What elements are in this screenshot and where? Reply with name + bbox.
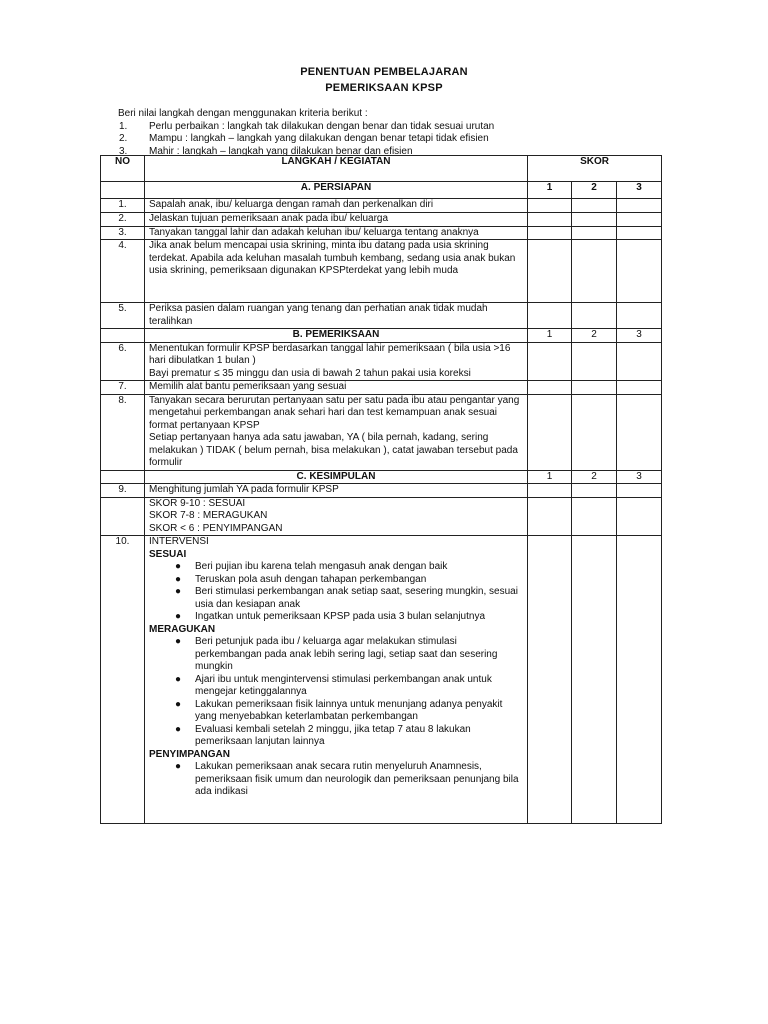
criteria-item: 3. Mahir : langkah – langkah yang dilakukan benar dan efisien — [119, 145, 413, 157]
list-item: ● Lakukan pemeriksaan anak secara rutin menyeluruh Anamnesis, pemeriksaan fisik umum dan neurologik dan pemeriksaan penunjang bila ada indikasi — [175, 761, 519, 797]
score-cell[interactable] — [617, 226, 662, 240]
penyimpangan-list — [149, 761, 523, 799]
score-cell[interactable] — [572, 381, 617, 395]
instructions-text: Beri nilai langkah dengan menggunakan kriteria berikut : — [118, 108, 368, 119]
list-item: ● Beri stimulasi perkembangan anak setiap saat, sesering mungkin, sesuai usia dan kesiapan anak — [175, 586, 518, 610]
header-score: SKOR — [528, 156, 662, 182]
score-cell[interactable] — [572, 536, 617, 824]
list-item: ● Beri pujian ibu karena telah mengasuh anak dengan baik — [175, 561, 448, 572]
score-cell[interactable] — [528, 226, 572, 240]
sesuai-list — [149, 561, 523, 624]
table-row: 2. Jelaskan tujuan pemeriksaan anak pada ibu/ keluarga — [101, 213, 662, 227]
criteria-item: 2. Mampu : langkah – langkah yang dilakukan dengan benar tetapi tidak efisien — [119, 133, 489, 144]
score-cell[interactable] — [528, 240, 572, 303]
score-cell[interactable] — [617, 199, 662, 213]
score-cell[interactable] — [572, 394, 617, 470]
bullet-icon: ● — [175, 723, 182, 735]
bullet-icon: ● — [175, 611, 182, 622]
score-cell[interactable] — [617, 484, 662, 498]
score-cell[interactable] — [528, 199, 572, 213]
section-row: C. KESIMPULAN 1 2 3 — [101, 470, 662, 484]
score-cell[interactable] — [572, 226, 617, 240]
table-header — [101, 156, 662, 182]
table-row: 10. INTERVENSI SESUAI ● Beri pujian ibu karena telah mengasuh anak dengan baik ● Teruskan pola asuh dengan tahapan perkembangan ● Beri stimulasi perkembangan anak setiap saat, sesering mungkin, sesuai usia dan kesiapan anak ● Ingatkan untuk pemeriksaan KPSP pada usia 3 bulan selanjutnya MERAGUKAN ● Beri petunjuk pada ibu / keluarga agar melakukan stimulasi perkembangan pada anak lebih sering lagi, setiap saat dan sesering mungkin ● Ajari ibu untuk mengintervensi stimulasi perkembangan anak untuk mengejar ketinggalannya ● Lakukan pemeriksaan fisik lainnya untuk menunjang adanya penyakit yang menyebabkan keterlambatan perkembangan ● Evaluasi kembali setelah 2 minggu, jika tetap 7 atau 8 lakukan pemeriksaan lanjutan lainnya PENYIMPANGAN ● Lakukan pemeriksaan anak secara rutin menyeluruh Anamnesis, pemeriksaan fisik umum dan neurologik dan pemeriksaan penunjang bila ada indikasi — [101, 536, 662, 824]
section-label: A. PERSIAPAN — [145, 182, 528, 199]
score-cell[interactable] — [528, 342, 572, 381]
bullet-icon: ● — [175, 573, 182, 585]
score-cell[interactable] — [617, 381, 662, 395]
score-cell[interactable] — [572, 497, 617, 536]
score-cell[interactable] — [617, 342, 662, 381]
table-row: 9. Menghitung jumlah YA pada formulir KPSP — [101, 484, 662, 498]
instructions — [118, 108, 494, 158]
table-row: 7. Memilih alat bantu pemeriksaan yang sesuai — [101, 381, 662, 395]
score-cell[interactable] — [528, 536, 572, 824]
score-cell[interactable] — [617, 536, 662, 824]
table-row: 8. Tanyakan secara berurutan pertanyaan satu per satu pada ibu atau pengantar yang mengetahui perkembangan anak sehari hari dan test kemampuan anak sesuai format pertanyaan KPSP Setiap pertanyaan hanya ada satu jawaban, YA ( bila pernah, kadang, sering melakukan ) TIDAK ( belum pernah, bisa melakukan ), catat jawaban tersebut pada formulir — [101, 394, 662, 470]
score-cell[interactable] — [617, 497, 662, 536]
list-item: ● Ingatkan untuk pemeriksaan KPSP pada usia 3 bulan selanjutnya — [175, 611, 486, 622]
bullet-icon: ● — [175, 761, 182, 772]
score-cell[interactable] — [528, 303, 572, 329]
meragukan-list — [149, 636, 523, 749]
score-cell[interactable] — [617, 394, 662, 470]
score-cell[interactable] — [572, 199, 617, 213]
list-item: ● Lakukan pemeriksaan fisik lainnya untuk menunjang adanya penyakit yang menyebabkan keterlambatan perkembangan — [175, 698, 503, 722]
table-row: 4. Jika anak belum mencapai usia skrining, minta ibu datang pada usia skrining terdekat. Apabila ada keluhan masalah tumbuh kembang, sedang usia anak bukan usia skrining, pemeriksaan digunakan KPSPterdekat yang lebih muda — [101, 240, 662, 303]
score-cell[interactable] — [617, 213, 662, 227]
table-row — [101, 497, 662, 536]
section-label: B. PEMERIKSAAN — [145, 329, 528, 343]
table-row: 1. Sapalah anak, ibu/ keluarga dengan ramah dan perkenalkan diri — [101, 199, 662, 213]
score-cell[interactable] — [528, 381, 572, 395]
list-item: ● Evaluasi kembali setelah 2 minggu, jika tetap 7 atau 8 lakukan pemeriksaan lanjutan lainnya — [175, 723, 471, 747]
section-row: B. PEMERIKSAAN 1 2 3 — [101, 329, 662, 343]
criteria-item: 1. Perlu perbaikan : langkah tak dilakukan dengan benar dan tidak sesuai urutan — [119, 120, 495, 132]
score-cell[interactable] — [572, 484, 617, 498]
header-no: NO — [101, 156, 145, 182]
score-cell[interactable] — [572, 342, 617, 381]
document-subtitle: PEMERIKSAAN KPSP — [325, 82, 443, 94]
bullet-icon: ● — [175, 636, 182, 647]
bullet-icon: ● — [175, 673, 182, 685]
score-cell[interactable] — [572, 303, 617, 329]
bullet-icon: ● — [175, 586, 182, 597]
score-cell[interactable] — [617, 240, 662, 303]
table-row: 5. Periksa pasien dalam ruangan yang tenang dan perhatian anak tidak mudah teralihkan — [101, 303, 662, 329]
bullet-icon: ● — [175, 561, 182, 572]
section-label: C. KESIMPULAN — [145, 470, 528, 484]
section-row: A. PERSIAPAN 1 2 3 — [101, 182, 662, 199]
score-legend: SKOR 9-10 : SESUAI SKOR 7-8 : MERAGUKAN SKOR < 6 : PENYIMPANGAN — [145, 497, 528, 536]
score-cell[interactable] — [528, 394, 572, 470]
kpsp-table — [100, 155, 662, 824]
bullet-icon: ● — [175, 698, 182, 710]
criteria-list — [118, 121, 494, 159]
score-cell[interactable] — [528, 484, 572, 498]
intervention-cell: INTERVENSI SESUAI ● Beri pujian ibu karena telah mengasuh anak dengan baik ● Teruskan pola asuh dengan tahapan perkembangan ● Beri stimulasi perkembangan anak setiap saat, sesering mungkin, sesuai usia dan kesiapan anak ● Ingatkan untuk pemeriksaan KPSP pada usia 3 bulan selanjutnya MERAGUKAN ● Beri petunjuk pada ibu / keluarga agar melakukan stimulasi perkembangan pada anak lebih sering lagi, setiap saat dan sesering mungkin ● Ajari ibu untuk mengintervensi stimulasi perkembangan anak untuk mengejar ketinggalannya ● Lakukan pemeriksaan fisik lainnya untuk menunjang adanya penyakit yang menyebabkan keterlambatan perkembangan ● Evaluasi kembali setelah 2 minggu, jika tetap 7 atau 8 lakukan pemeriksaan lanjutan lainnya PENYIMPANGAN ● Lakukan pemeriksaan anak secara rutin menyeluruh Anamnesis, pemeriksaan fisik umum dan neurologik dan pemeriksaan penunjang bila ada indikasi — [145, 536, 528, 824]
score-cell[interactable] — [617, 303, 662, 329]
score-cell[interactable] — [572, 240, 617, 303]
document-title: PENENTUAN PEMBELAJARAN — [300, 66, 468, 78]
score-cell[interactable] — [528, 497, 572, 536]
score-cell[interactable] — [528, 213, 572, 227]
table-row: 3. Tanyakan tanggal lahir dan adakah keluhan ibu/ keluarga tentang anaknya — [101, 226, 662, 240]
header-step: LANGKAH / KEGIATAN — [145, 156, 528, 182]
list-item: ● Beri petunjuk pada ibu / keluarga agar melakukan stimulasi perkembangan pada anak lebih sering lagi, setiap saat dan sesering mungkin — [175, 636, 498, 672]
list-item: ● Teruskan pola asuh dengan tahapan perkembangan — [175, 573, 427, 585]
table-row: 6. Menentukan formulir KPSP berdasarkan tanggal lahir pemeriksaan ( bila usia >16 hari dibulatkan 1 bulan ) Bayi prematur ≤ 35 minggu dan usia di bawah 2 tahun pakai usia koreksi — [101, 342, 662, 381]
list-item: ● Ajari ibu untuk mengintervensi stimulasi perkembangan anak untuk mengejar ketinggalannya — [175, 673, 492, 697]
score-cell[interactable] — [572, 213, 617, 227]
